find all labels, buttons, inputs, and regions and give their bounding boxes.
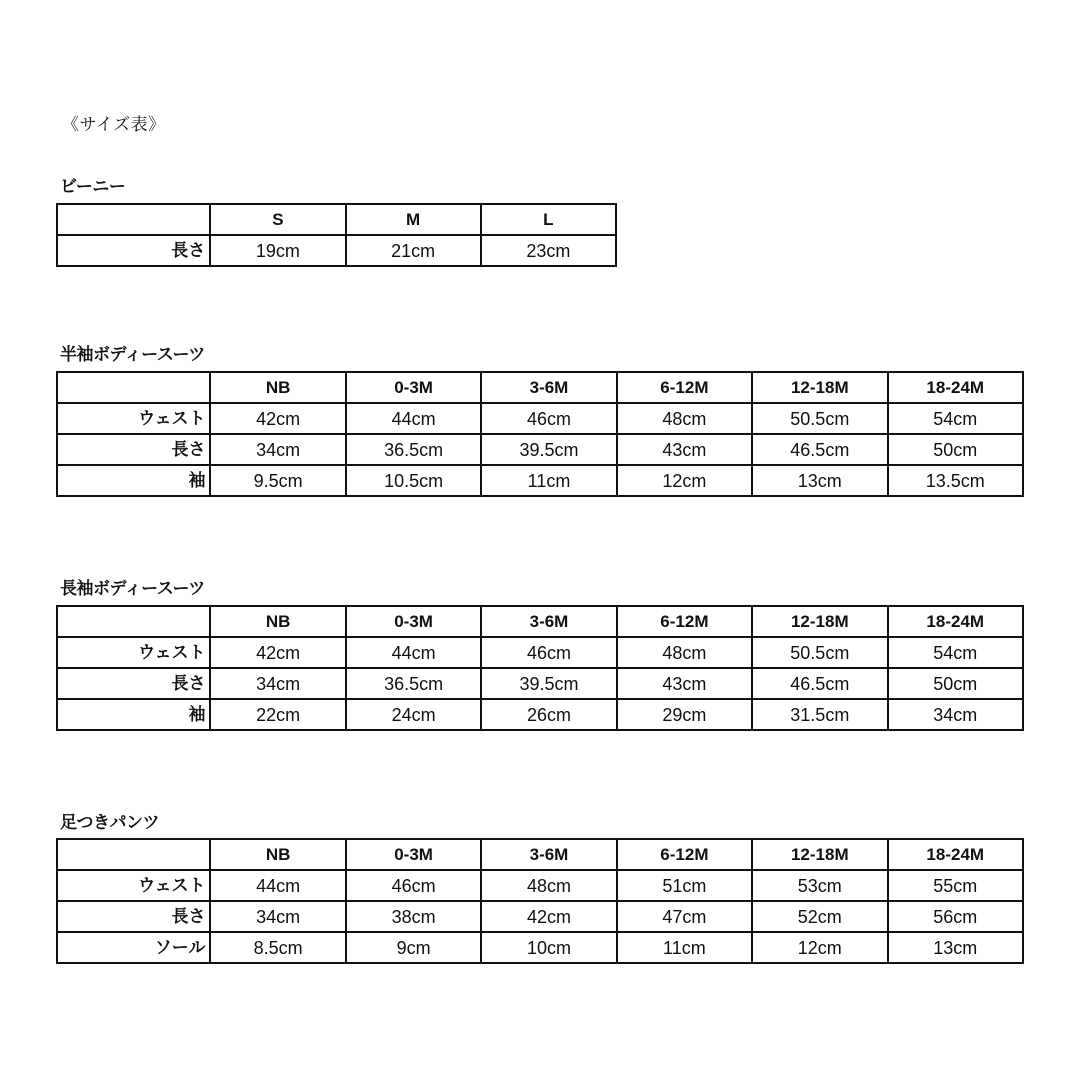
table-cell: 48cm: [617, 637, 752, 668]
section-title-short-sleeve: 半袖ボディースーツ: [60, 345, 205, 365]
table-cell: 47cm: [617, 901, 752, 932]
row-label: ソール: [57, 932, 210, 963]
column-header: L: [481, 204, 616, 235]
table-cell: 9.5cm: [210, 465, 345, 496]
table-cell: 38cm: [346, 901, 481, 932]
table-row: [57, 699, 1023, 730]
table-cell: 46cm: [481, 403, 616, 434]
table-cell: 54cm: [888, 637, 1024, 668]
column-header: 12-18M: [752, 606, 887, 637]
row-label: ウェスト: [57, 403, 210, 434]
table-cell: 13cm: [888, 932, 1024, 963]
table-cell: 50.5cm: [752, 403, 887, 434]
section-title-footed-pants: 足つきパンツ: [60, 813, 159, 833]
table-cell: 10cm: [481, 932, 616, 963]
row-label: 袖: [57, 699, 210, 730]
table-cell: 52cm: [752, 901, 887, 932]
table-row: [57, 870, 1023, 901]
table-row: [57, 235, 616, 266]
column-header: 6-12M: [617, 372, 752, 403]
table-cell: 43cm: [617, 668, 752, 699]
table-row: [57, 932, 1023, 963]
column-header: 0-3M: [346, 372, 481, 403]
column-header: 12-18M: [752, 839, 887, 870]
table-cell: 51cm: [617, 870, 752, 901]
section-title-long-sleeve: 長袖ボディースーツ: [60, 579, 205, 599]
header-corner-cell: [57, 204, 210, 235]
table-row: [57, 403, 1023, 434]
table-cell: 11cm: [481, 465, 616, 496]
table-cell: 22cm: [210, 699, 345, 730]
section-title-beanie: ビーニー: [60, 177, 126, 197]
column-header: 3-6M: [481, 839, 616, 870]
table-cell: 24cm: [346, 699, 481, 730]
column-header: M: [346, 204, 481, 235]
table-cell: 48cm: [617, 403, 752, 434]
table-cell: 43cm: [617, 434, 752, 465]
column-header: 6-12M: [617, 606, 752, 637]
table-cell: 42cm: [210, 403, 345, 434]
table-cell: 50cm: [888, 668, 1024, 699]
beanie-size-table: [56, 203, 617, 267]
row-label: 袖: [57, 465, 210, 496]
table-header-row: [57, 606, 1023, 637]
table-row: [57, 901, 1023, 932]
table-cell: 39.5cm: [481, 434, 616, 465]
table-cell: 42cm: [210, 637, 345, 668]
table-cell: 23cm: [481, 235, 616, 266]
table-cell: 29cm: [617, 699, 752, 730]
column-header: 18-24M: [888, 606, 1024, 637]
table-cell: 8.5cm: [210, 932, 345, 963]
table-row: [57, 668, 1023, 699]
column-header: 3-6M: [481, 606, 616, 637]
table-cell: 46cm: [346, 870, 481, 901]
column-header: 0-3M: [346, 839, 481, 870]
table-cell: 36.5cm: [346, 434, 481, 465]
table-cell: 50cm: [888, 434, 1024, 465]
footed-pants-size-table: [56, 838, 1024, 964]
table-cell: 53cm: [752, 870, 887, 901]
row-label: ウェスト: [57, 637, 210, 668]
column-header: NB: [210, 606, 345, 637]
table-cell: 26cm: [481, 699, 616, 730]
table-cell: 34cm: [888, 699, 1024, 730]
table-cell: 48cm: [481, 870, 616, 901]
table-cell: 44cm: [346, 637, 481, 668]
page-title: 《サイズ表》: [62, 115, 166, 135]
table-cell: 56cm: [888, 901, 1024, 932]
table-cell: 54cm: [888, 403, 1024, 434]
row-label: 長さ: [57, 901, 210, 932]
row-label: 長さ: [57, 668, 210, 699]
table-row: [57, 637, 1023, 668]
table-cell: 19cm: [210, 235, 345, 266]
header-corner-cell: [57, 606, 210, 637]
table-cell: 10.5cm: [346, 465, 481, 496]
table-cell: 9cm: [346, 932, 481, 963]
table-cell: 46.5cm: [752, 434, 887, 465]
header-corner-cell: [57, 839, 210, 870]
table-cell: 12cm: [617, 465, 752, 496]
column-header: 18-24M: [888, 372, 1024, 403]
table-cell: 12cm: [752, 932, 887, 963]
table-cell: 39.5cm: [481, 668, 616, 699]
column-header: NB: [210, 372, 345, 403]
table-cell: 55cm: [888, 870, 1024, 901]
table-cell: 46cm: [481, 637, 616, 668]
column-header: S: [210, 204, 345, 235]
row-label: 長さ: [57, 434, 210, 465]
table-header-row: [57, 372, 1023, 403]
table-cell: 13cm: [752, 465, 887, 496]
table-cell: 34cm: [210, 668, 345, 699]
column-header: 6-12M: [617, 839, 752, 870]
table-cell: 36.5cm: [346, 668, 481, 699]
table-cell: 31.5cm: [752, 699, 887, 730]
short-sleeve-size-table: [56, 371, 1024, 497]
column-header: 0-3M: [346, 606, 481, 637]
table-cell: 46.5cm: [752, 668, 887, 699]
table-header-row: [57, 204, 616, 235]
column-header: 3-6M: [481, 372, 616, 403]
table-cell: 21cm: [346, 235, 481, 266]
long-sleeve-size-table: [56, 605, 1024, 731]
table-row: [57, 434, 1023, 465]
table-cell: 42cm: [481, 901, 616, 932]
table-cell: 34cm: [210, 901, 345, 932]
table-cell: 11cm: [617, 932, 752, 963]
table-cell: 44cm: [210, 870, 345, 901]
table-cell: 44cm: [346, 403, 481, 434]
column-header: 12-18M: [752, 372, 887, 403]
table-row: [57, 465, 1023, 496]
table-cell: 13.5cm: [888, 465, 1024, 496]
row-label: 長さ: [57, 235, 210, 266]
table-cell: 34cm: [210, 434, 345, 465]
column-header: 18-24M: [888, 839, 1024, 870]
table-cell: 50.5cm: [752, 637, 887, 668]
column-header: NB: [210, 839, 345, 870]
header-corner-cell: [57, 372, 210, 403]
table-header-row: [57, 839, 1023, 870]
row-label: ウェスト: [57, 870, 210, 901]
